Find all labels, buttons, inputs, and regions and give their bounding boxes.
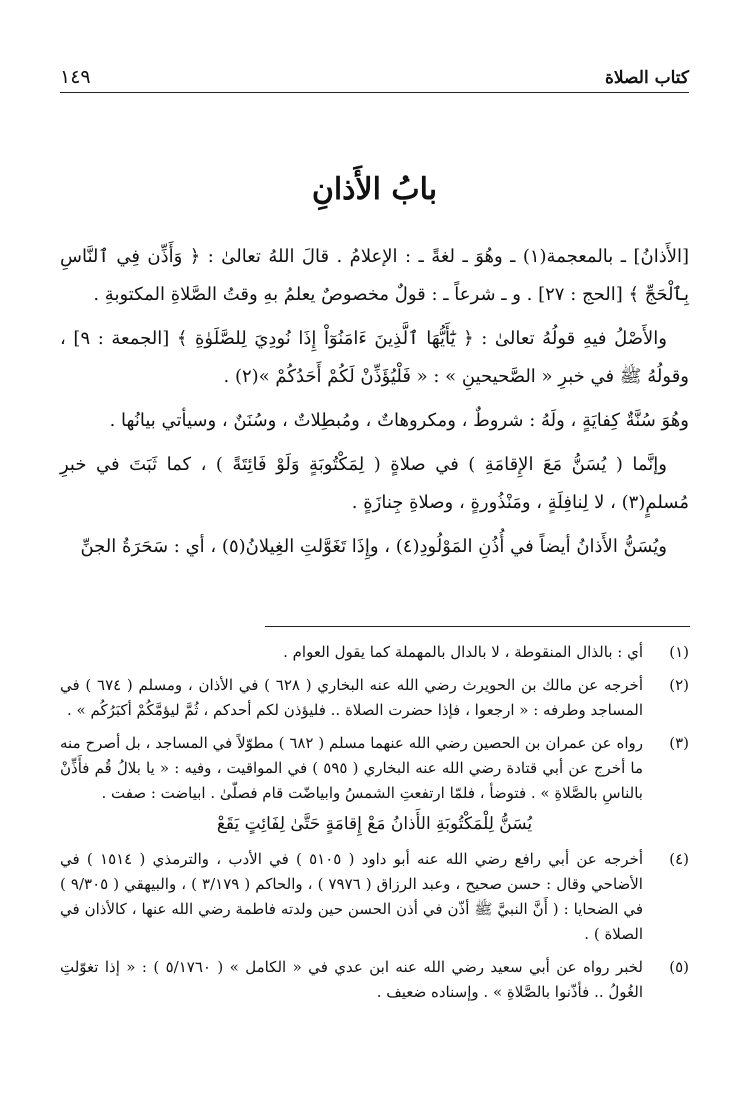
footnote-text: أي : بالذال المنقوطة ، لا بالدال بالمهملة كما يقول العوام . bbox=[283, 643, 643, 661]
footnote-number: (١) bbox=[669, 643, 689, 661]
poetry-verse: يُسَنُّ لِلْمَكْتُوبَةِ الأَذانُ مَعْ إِقامَةٍ حَتَّىٰ لِفَائِتٍ يَقَعْ bbox=[216, 814, 533, 834]
footnote-4 bbox=[60, 847, 689, 947]
paragraph-prescribed: وإنَّما ( يُسَنُّ مَعَ الإِقامَةِ ) في صلاةٍ ( لِمَكْتُوبَةٍ وَلَوْ فَائِتَةً ) ، كما ثَبَتَ في خبرِ مُسلمٍ(٣) ، لا لِنافِلَةٍ ، ومَنْذُورةٍ ، وصلاةِ جِنازَةٍ . bbox=[60, 454, 689, 513]
footnote-text: لخبر رواه عن أبي سعيد رضي الله عنه ابن عدي في « الكامل » ( ٥/١٧٦٠ ) : « إذا تغوّلتِ الغُولُ .. فأذّنوا بالصَّلاةِ » . وإسناده ضعيف . bbox=[60, 958, 643, 1001]
footnote-number: (٤) bbox=[669, 850, 689, 868]
page-number: ١٤٩ bbox=[60, 66, 91, 88]
chapter-title: بابُ الأَذانِ bbox=[311, 172, 438, 207]
footnote-text: أخرجه عن أبي رافع رضي الله عنه أبو داود ( ٥١٠٥ ) في الأدب ، والترمذي ( ١٥١٤ ) في الأضاحي وقال : حسن صحيح ، وعبد الرزاق ( ٧٩٧٦ ) ، والحاكم ( ٣/١٧٩ ) ، والبيهقي ( ٩/٣٠٥ ) في الضحايا : ( أَنَّ النبيَّ ﷺ أذّن في أذن الحسن حين ولدته فاطمة رضي الله عنها ، كالأذان في الصلاة ) . bbox=[60, 850, 644, 943]
paragraph-newborn: ويُسَنُّ الأَذانُ أيضاً في أُذُنِ المَوْلُودِ(٤) ، وإِذَا تَغَوَّلتِ الغِيلانُ(٥) ، أي : سَحَرَةُ الجنِّ bbox=[80, 536, 667, 557]
paragraph-origin: والأَصْلُ فيهِ قولُهُ تعالىٰ : ﴿ يَٰٓأَيُّهَا ٱلَّذِينَ ءَامَنُوٓاْ إِذَا نُودِيَ لِلصَّلَوٰةِ ﴾ [الجمعة : ٩] ، وقولُهُ ﷺ في خبرِ « الصَّحيحينِ » : « فَلْيُؤَذِّنْ لَكُمْ أَحَدُكُمْ »(٢) . bbox=[60, 328, 689, 387]
footnote-2 bbox=[60, 673, 689, 723]
footnote-text: رواه عن عمران بن الحصين رضي الله عنهما مسلم ( ٦٨٢ ) مطوّلاً في المساجد ، بل أصرح منه ما أخرج عن أبي قتادة رضي الله عنه البخاري ( ٥٩٥ ) في المواقيت ، وفيه : « يا بلالُ قُم فأَذِّنْ بالناسِ بالصَّلاةِ » . فتوضأ ، فلمّا ارتفعتِ الشمسُ وابياضّت قام فصلّىٰ . ابياضت : صفت . bbox=[60, 734, 643, 802]
paragraph-ruling: وهُوَ سُنَّةٌ كِفايَةٍ ، ولَهُ : شروطٌ ، ومكروهاتٌ ، ومُبطِلاتٌ ، وسُنَنٌ ، وسيأتي بيانُها . bbox=[109, 410, 689, 431]
paragraph-definition: [الأَذانُ] ـ بالمعجمة(١) ـ وهُوَ ـ لغةً ـ : الإعلامُ . قالَ اللهُ تعالىٰ : ﴿ وَأَذِّن فِي ٱلنَّاسِ بِٱلْحَجِّ ﴾ [الحج : ٢٧] . و ـ شرعاً ـ : قولٌ مخصوصٌ يعلمُ بهِ وقتُ الصَّلاةِ المكتوبةِ . bbox=[60, 246, 689, 305]
footnote-number: (٢) bbox=[669, 676, 689, 694]
footnote-divider bbox=[265, 626, 690, 627]
book-title: كتاب الصلاة bbox=[604, 68, 689, 88]
footnote-3 bbox=[60, 731, 689, 806]
footnote-5 bbox=[60, 955, 689, 1005]
footnote-text: أخرجه عن مالك بن الحويرث رضي الله عنه البخاري ( ٦٢٨ ) في الأذان ، ومسلم ( ٦٧٤ ) في المساجد وطرفه : « ارجعوا ، فإذا حضرت الصلاة .. فليؤذن لكم أحدكم ، ثُمَّ ليؤمَّكُمْ أكبَرُكُم » . bbox=[60, 676, 643, 719]
footnotes bbox=[60, 640, 689, 1013]
footnote-1 bbox=[60, 640, 689, 665]
footnote-number: (٣) bbox=[669, 734, 689, 752]
main-text bbox=[60, 238, 689, 572]
running-header bbox=[60, 58, 689, 93]
footnote-number: (٥) bbox=[669, 958, 689, 976]
